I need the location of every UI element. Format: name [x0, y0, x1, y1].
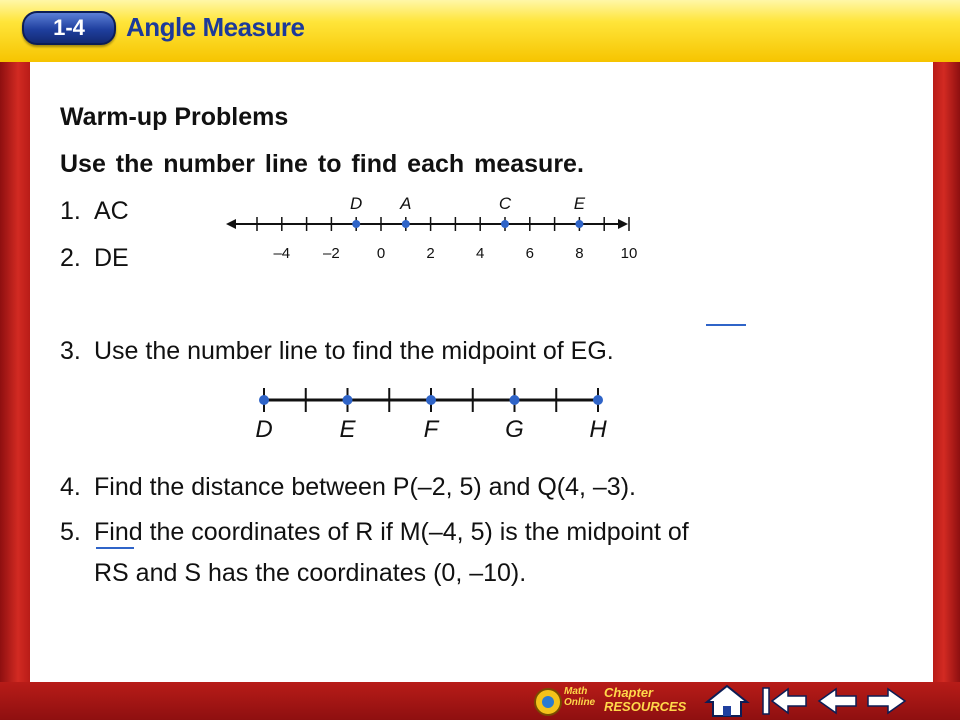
number-line-1	[226, 188, 638, 268]
number-line-2	[248, 380, 618, 446]
problem-3	[60, 337, 614, 366]
number-line-1-point	[501, 220, 509, 228]
math-online-label: Math Online	[564, 686, 596, 708]
number-line-1-tick-label: –2	[323, 245, 340, 262]
number-line-2-point-label: H	[589, 416, 607, 443]
problem-5	[60, 518, 689, 547]
first-slide-button[interactable]	[760, 684, 810, 718]
problem-5-number: 5.	[60, 518, 81, 546]
warmup-title: Warm-up Problems	[60, 103, 289, 131]
number-line-1-tick-label: 10	[620, 245, 638, 262]
math-online-button[interactable]	[528, 684, 596, 718]
number-line-1-point-label: D	[350, 194, 363, 213]
number-line-1-tick-label: 0	[376, 245, 386, 262]
home-button[interactable]	[704, 684, 750, 718]
number-line-2-point	[593, 395, 603, 405]
number-line-2-point-label: D	[255, 416, 273, 443]
frame-left	[0, 62, 30, 682]
number-line-2-point	[259, 395, 269, 405]
left-arrow-icon	[816, 684, 860, 718]
number-line-1-tick-label: 6	[525, 245, 534, 262]
previous-slide-button[interactable]	[816, 684, 860, 718]
number-line-2-point	[426, 395, 436, 405]
problem-1	[60, 197, 129, 226]
number-line-1-tick-label: 2	[426, 245, 435, 262]
problem-5-text: Find the coordinates of R if M(–4, 5) is the midpoint of	[94, 518, 689, 546]
lesson-number-badge: 1-4	[22, 11, 116, 45]
problem-4	[60, 473, 636, 502]
problem-4-number: 4.	[60, 473, 81, 501]
problem-5-line2: RS and S has the coordinates (0, –10).	[94, 559, 527, 587]
problem-1-text: AC	[94, 197, 129, 225]
chapter-resources-button[interactable]	[602, 684, 694, 718]
problem-1-number: 1.	[60, 197, 81, 225]
problem-3-text: Use the number line to find the midpoint of EG.	[94, 337, 614, 365]
number-line-2-point	[343, 395, 353, 405]
problem-3-number: 3.	[60, 337, 81, 365]
problem-2-number: 2.	[60, 244, 81, 272]
number-line-1-right-arrow	[618, 219, 628, 229]
right-arrow-icon	[864, 684, 908, 718]
problem-4-text: Find the distance between P(–2, 5) and Q(4, –3).	[94, 473, 636, 501]
home-icon	[704, 684, 750, 718]
next-slide-button[interactable]	[864, 684, 908, 718]
frame-right	[933, 62, 960, 682]
number-line-1-tick-label: 4	[476, 245, 485, 262]
number-line-2-point-label: E	[339, 416, 356, 443]
number-line-1-point-label: E	[573, 194, 586, 213]
chapter-resources-label: Chapter RESOURCES	[604, 685, 687, 714]
number-line-1-tick-label: 8	[575, 245, 584, 262]
problem-2	[60, 244, 129, 273]
number-line-1-point	[402, 220, 410, 228]
number-line-1-point-label: A	[400, 194, 412, 213]
first-slide-icon	[760, 684, 810, 718]
number-line-1-tick-label: –4	[273, 245, 291, 262]
number-line-2-point-label: G	[505, 416, 524, 443]
header-banner	[0, 0, 960, 64]
number-line-1-left-arrow	[226, 219, 236, 229]
number-line-1-point	[575, 220, 583, 228]
rs-segment-overline	[96, 547, 134, 549]
number-line-1-point-label: C	[498, 194, 512, 213]
eg-segment-overline	[706, 324, 746, 326]
instruction-text: Use the number line to find each measure.	[60, 150, 584, 178]
lesson-title: Angle Measure	[126, 12, 305, 42]
number-line-1-point	[352, 220, 360, 228]
number-line-2-point-label: F	[423, 416, 439, 443]
number-line-2-point	[510, 395, 520, 405]
problem-2-text: DE	[94, 244, 129, 272]
